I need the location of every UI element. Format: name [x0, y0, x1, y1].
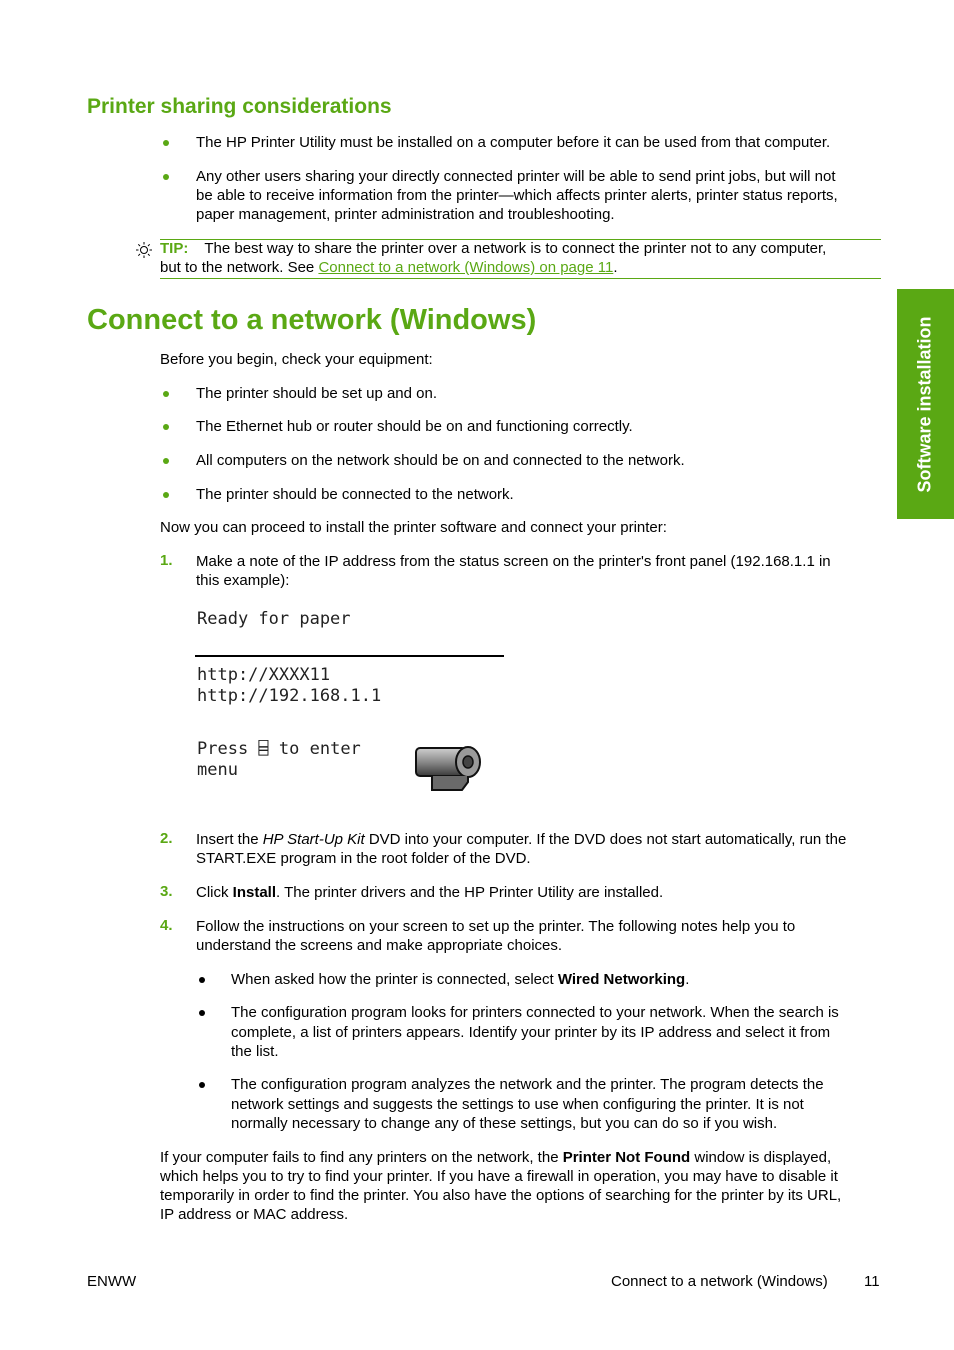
step-text [196, 883, 663, 902]
lcd-status-text: Ready for paper [197, 609, 351, 629]
footer-left: ENWW [87, 1273, 137, 1290]
menu-key-icon: ⌸ [258, 739, 269, 759]
step-text-part: DVD into your computer. If the DVD does not start automatically, run the [364, 831, 847, 848]
step-number: 2. [160, 830, 173, 847]
tip-text: . [613, 259, 618, 276]
bullet-text-continued: be able to receive information from the printer—which affects printer alerts, printer status reports, [196, 187, 838, 204]
step-text-continued: START.EXE program in the root folder of the DVD. [196, 850, 531, 867]
sub-bullet-text [231, 970, 689, 989]
tip-line-2 [160, 258, 618, 277]
sub-bullet-text: The configuration program analyzes the network and the printer. The program detects the [231, 1076, 824, 1093]
sub-bullet-part: When asked how the printer is connected, select [231, 971, 558, 988]
lcd-press-text: to enter [268, 739, 361, 759]
step-number: 3. [160, 883, 173, 900]
bullet-icon [199, 977, 205, 983]
bullet-text: The Ethernet hub or router should be on and functioning correctly. [196, 418, 633, 435]
wired-networking-label: Wired Networking [557, 971, 686, 988]
section-heading-printer-sharing: Printer sharing considerations [87, 95, 392, 118]
bullet-icon [163, 458, 169, 464]
bullet-icon [199, 1082, 205, 1088]
side-tab-label [897, 289, 954, 519]
lcd-url-2: http://192.168.1.1 [197, 686, 382, 706]
sub-bullet-text-continued: complete, a list of printers appears. Identify your printer by its IP address and select it from [231, 1024, 831, 1041]
closing-part: If your computer fails to find any printers on the network, the [160, 1149, 563, 1166]
step-text [196, 830, 846, 849]
step-text-continued: understand the screens and make appropriate choices. [196, 937, 563, 954]
bullet-text: The HP Printer Utility must be installed on a computer before it can be used from that computer. [196, 134, 831, 151]
closing-paragraph-line: temporarily in order to find the printer. You also have the options of searching for the printer by its URL, [160, 1187, 842, 1204]
printer-roll-icon [412, 744, 484, 794]
sub-bullet-text-continued: normally necessary to change any of these settings, but you can do so if you wish. [231, 1115, 778, 1132]
bullet-text: All computers on the network should be on and connected to the network. [196, 452, 685, 469]
bullet-icon [163, 391, 169, 397]
tip-text: but to the network. See [160, 259, 319, 276]
proceed-text: Now you can proceed to install the printer software and connect your printer: [160, 519, 667, 536]
sub-bullet-text-continued: the list. [231, 1043, 279, 1060]
step-text-part: Insert the [196, 831, 263, 848]
closing-paragraph-line: which helps you to try to find your printer. If you have a firewall in operation, you may have to disable it [160, 1168, 838, 1185]
intro-text: Before you begin, check your equipment: [160, 351, 433, 368]
bullet-icon [199, 1010, 205, 1016]
bullet-text-continued: paper management, printer administration and troubleshooting. [196, 206, 615, 223]
sub-bullet-part: . [685, 971, 690, 988]
tip-text: The best way to share the printer over a network is to connect the printer not to any computer, [204, 240, 827, 257]
step-number: 1. [160, 552, 173, 569]
closing-paragraph-line [160, 1148, 831, 1167]
bullet-icon [163, 492, 169, 498]
side-tab-text: Software installation [915, 315, 935, 493]
tip-bottom-rule [160, 278, 881, 279]
tip-link-connect-network[interactable]: Connect to a network (Windows) on page 11 [318, 259, 614, 276]
install-label: Install [232, 884, 277, 901]
step-text: Follow the instructions on your screen to set up the printer. The following notes help you to [196, 918, 796, 935]
step-text-part: . The printer drivers and the HP Printer Utility are installed. [276, 884, 664, 901]
sub-bullet-text: The configuration program looks for printers connected to your network. When the search is [231, 1004, 839, 1021]
bullet-icon [163, 424, 169, 430]
step-number: 4. [160, 917, 173, 934]
footer-page-number: 11 [864, 1273, 880, 1290]
page-title: Connect to a network (Windows) [87, 304, 537, 336]
step-text-part: Click [196, 884, 233, 901]
bullet-icon [163, 140, 169, 146]
footer-title: Connect to a network (Windows) [611, 1273, 828, 1290]
closing-paragraph-line: IP address or MAC address. [160, 1206, 349, 1223]
lcd-divider [195, 655, 504, 657]
tip-label: TIP: [160, 240, 189, 257]
closing-part: window is displayed, [690, 1149, 832, 1166]
product-name: HP Start-Up Kit [262, 831, 365, 848]
lcd-url-1: http://XXXX11 [197, 665, 331, 685]
bullet-icon [163, 174, 169, 180]
bullet-text: The printer should be connected to the network. [196, 486, 514, 503]
lcd-press-text: Press [197, 739, 259, 759]
step-text: Make a note of the IP address from the status screen on the printer's front panel (192.168.1.1 in [196, 553, 831, 570]
printer-not-found-label: Printer Not Found [562, 1149, 691, 1166]
lcd-menu-text: menu [197, 760, 238, 780]
tip-line-1 [160, 239, 826, 258]
tip-sun-icon [135, 241, 153, 259]
bullet-text: Any other users sharing your directly connected printer will be able to send print jobs, but will not [196, 168, 836, 185]
bullet-text: The printer should be set up and on. [196, 385, 437, 402]
step-text-continued: this example): [196, 572, 290, 589]
lcd-press-line [197, 739, 361, 760]
sub-bullet-text-continued: network settings and suggests the settings to use when configuring the printer. It is not [231, 1096, 804, 1113]
